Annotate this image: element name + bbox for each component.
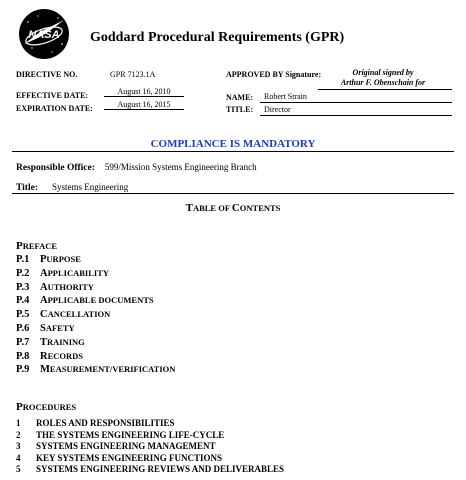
toc-item-label: APPLICABILITY — [40, 267, 109, 279]
responsible-office-value: 599/Mission Systems Engineering Branch — [104, 162, 257, 172]
toc-item-number: 3 — [16, 441, 21, 452]
toc-preface-item[interactable] — [16, 251, 175, 265]
toc-item-label: ROLES AND RESPONSIBILITIES — [36, 418, 175, 428]
compliance-rule — [12, 151, 454, 152]
toc-item-label: SYSTEMS ENGINEERING REVIEWS AND DELIVERABLES — [36, 464, 285, 475]
toc-item-label: MEASUREMENT/VERIFICATION — [40, 364, 176, 376]
toc-item-label: TRAINING — [40, 336, 85, 348]
procedures-heading: PROCEDURES — [16, 401, 77, 413]
procedures-list — [16, 418, 284, 476]
signature-line-2: Arthur F. Obenschain for — [340, 78, 426, 87]
title-label: TITLE: — [226, 105, 254, 114]
name-label: NAME: — [226, 93, 254, 102]
toc-preface-item[interactable] — [16, 361, 175, 375]
compliance-banner: COMPLIANCE IS MANDATORY — [150, 138, 316, 150]
toc-item-number: P.7 — [16, 336, 30, 348]
title-value: Director — [264, 105, 291, 114]
title-underline — [260, 115, 452, 116]
toc-item-number: P.5 — [16, 309, 30, 321]
toc-preface-item[interactable] — [16, 320, 175, 334]
toc-item-label: SYSTEMS ENGINEERING MANAGEMENT — [36, 441, 216, 452]
expiration-date-label: EXPIRATION DATE: — [16, 104, 93, 113]
document-title: Goddard Procedural Requirements (GPR) — [90, 30, 345, 45]
toc-item-number: 2 — [16, 429, 21, 440]
toc-item-number: P.3 — [16, 281, 30, 293]
toc-item-label: AUTHORITY — [40, 281, 94, 293]
toc-procedure-item[interactable] — [16, 453, 284, 465]
toc-item-number: P.6 — [16, 322, 30, 334]
toc-item-number: 1 — [16, 418, 21, 428]
toc-item-number: P.4 — [16, 295, 30, 307]
toc-item-number: P.9 — [16, 364, 30, 376]
toc-preface-item[interactable] — [16, 306, 175, 320]
subject-title-value: Systems Engineering — [52, 182, 129, 192]
signature-block — [318, 68, 448, 88]
effective-date-value: August 16, 2010 — [104, 87, 184, 97]
approved-by-label: APPROVED BY Signature: — [226, 70, 322, 79]
effective-date-label: EFFECTIVE DATE: — [16, 91, 89, 100]
toc-item-label: RECORDS — [40, 350, 84, 362]
responsible-office-label: Responsible Office: — [16, 163, 95, 173]
subject-title-label: Title: — [16, 183, 38, 193]
toc-preface-item[interactable] — [16, 348, 175, 362]
expiration-date-value: August 16, 2015 — [104, 100, 184, 110]
name-underline — [260, 102, 452, 103]
toc-item-label: THE SYSTEMS ENGINEERING LIFE-CYCLE — [36, 429, 225, 440]
toc-item-label: KEY SYSTEMS ENGINEERING FUNCTIONS — [36, 452, 222, 463]
toc-title: TABLE OF CONTENTS — [185, 202, 281, 214]
directive-no-value: GPR 7123.1A — [110, 70, 156, 79]
toc-item-number: P.8 — [16, 350, 30, 362]
preface-list — [16, 251, 175, 375]
toc-item-label: SAFETY — [40, 322, 75, 334]
responsible-office-row — [16, 157, 257, 175]
toc-procedure-item[interactable] — [16, 441, 284, 453]
toc-preface-item[interactable] — [16, 279, 175, 293]
toc-preface-item[interactable] — [16, 292, 175, 306]
toc-procedure-item[interactable] — [16, 418, 284, 430]
toc-item-label: APPLICABLE DOCUMENTS — [40, 295, 154, 307]
toc-item-number: 5 — [16, 464, 21, 475]
toc-item-label: PURPOSE — [40, 254, 81, 265]
signature-underline — [318, 89, 452, 90]
toc-item-label: CANCELLATION — [40, 309, 111, 321]
toc-item-number: P.2 — [16, 267, 30, 279]
toc-item-number: P.1 — [16, 254, 30, 265]
toc-preface-item[interactable] — [16, 265, 175, 279]
responsible-rule — [12, 193, 454, 194]
svg-text:NASA: NASA — [28, 29, 60, 41]
toc-preface-item[interactable] — [16, 334, 175, 348]
nasa-logo-icon — [18, 8, 70, 60]
toc-item-number: 4 — [16, 452, 21, 463]
preface-heading: PREFACE — [16, 240, 58, 252]
toc-procedure-item[interactable] — [16, 430, 284, 442]
name-value: Robert Strain — [264, 92, 307, 101]
signature-line-1: Original signed by — [352, 68, 414, 77]
directive-no-label: DIRECTIVE NO. — [16, 70, 78, 79]
toc-procedure-item[interactable] — [16, 464, 284, 476]
